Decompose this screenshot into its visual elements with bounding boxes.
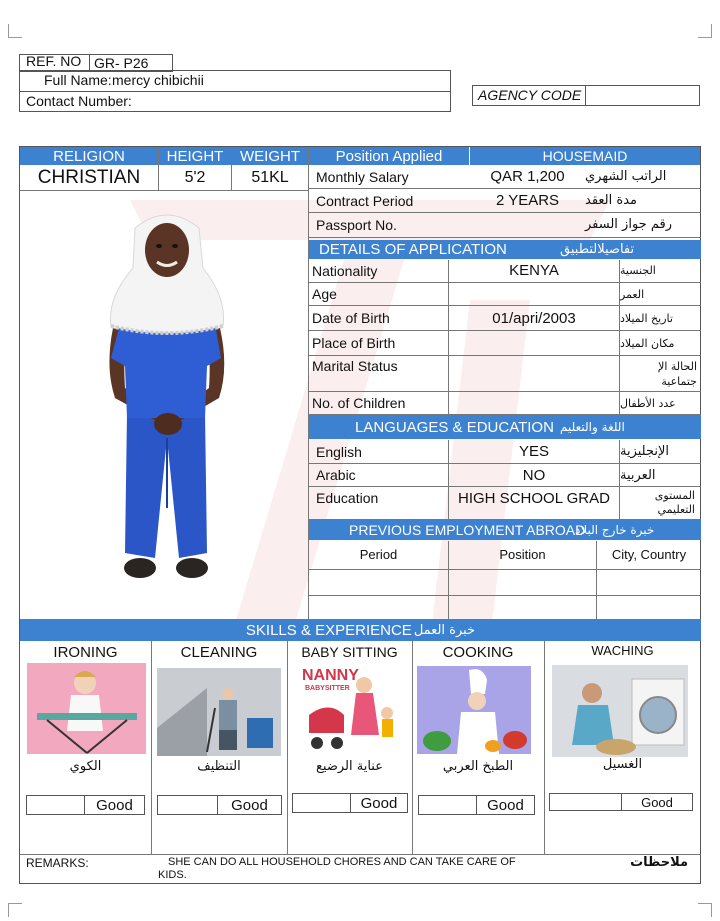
position-applied-header: Position Applied bbox=[309, 147, 469, 165]
languages-title: LANGUAGES & EDUCATION bbox=[355, 418, 554, 436]
employment-title-arabic: خبرة خارج البلاد bbox=[575, 523, 655, 537]
skill-cooking-rating-value: Good bbox=[487, 796, 524, 814]
nationality-value: KENYA bbox=[509, 262, 559, 279]
salary-value: QAR 1,200 bbox=[490, 168, 565, 185]
skill-babysitting-arabic: عناية الرضيع bbox=[316, 759, 383, 774]
dob-value: 01/apri/2003 bbox=[492, 309, 576, 327]
skills-header bbox=[20, 620, 701, 641]
skills-title: SKILLS & EXPERIENCE bbox=[245, 622, 412, 639]
weight-value: 51KL bbox=[251, 169, 289, 186]
employment-title: PREVIOUS EMPLOYMENT ABROAD bbox=[349, 522, 586, 538]
nationality-label: Nationality bbox=[312, 262, 378, 279]
ref-value: GR- P26 bbox=[94, 55, 149, 71]
position-applied-value: HOUSEMAID bbox=[470, 147, 700, 165]
skill-babysitting-rating bbox=[292, 793, 408, 813]
skill-washing bbox=[544, 641, 701, 854]
skill-babysitting-title: BABY SITTING bbox=[301, 644, 398, 660]
cooking-image bbox=[417, 666, 531, 754]
place-of-birth-label: Place of Birth bbox=[312, 335, 396, 351]
education-arabic: المستوى التعليمي bbox=[654, 489, 695, 516]
dob-arabic: تاريخ الميلاد bbox=[620, 311, 673, 325]
education-value: HIGH SCHOOL GRAD bbox=[458, 489, 610, 507]
place-of-birth-arabic: مكان الميلاد bbox=[620, 336, 675, 350]
full-name-value: mercy chibichii bbox=[112, 72, 204, 88]
contract-period-arabic: مدة العقد bbox=[585, 193, 637, 208]
skill-ironing bbox=[20, 641, 151, 854]
skill-ironing-title: IRONING bbox=[53, 644, 118, 661]
languages-title-arabic: اللغة والتعليم bbox=[560, 420, 625, 434]
skill-babysitting bbox=[287, 641, 412, 854]
washing-image bbox=[552, 665, 688, 757]
contract-period-label: Contract Period bbox=[316, 192, 414, 209]
employment-col-position: Position bbox=[499, 546, 546, 562]
arabic-arabic: العربية bbox=[620, 467, 656, 483]
nationality-arabic: الجنسية bbox=[620, 264, 656, 277]
passport-value bbox=[470, 213, 585, 236]
remarks-arabic: ملاحظات bbox=[630, 855, 688, 870]
ref-label: REF. NO bbox=[26, 53, 82, 69]
skill-cleaning bbox=[151, 641, 287, 854]
marital-status-arabic: الحالة الإ جتماعية bbox=[658, 359, 697, 388]
employment-col-period: Period bbox=[359, 546, 398, 562]
religion-header: RELIGION bbox=[20, 147, 158, 165]
skill-cleaning-rating bbox=[157, 795, 282, 815]
skill-ironing-rating-value: Good bbox=[96, 796, 133, 814]
passport-label: Passport No. bbox=[316, 216, 397, 233]
arabic-value: NO bbox=[522, 466, 546, 484]
contract-period-value: 2 YEARS bbox=[495, 192, 560, 209]
remarks-label: REMARKS: bbox=[26, 856, 89, 870]
skill-washing-title: WACHING bbox=[591, 643, 654, 658]
contact-label: Contact Number: bbox=[26, 93, 132, 109]
nanny-banner-text: NANNY bbox=[302, 667, 359, 684]
english-value: YES bbox=[518, 443, 549, 460]
cleaning-image bbox=[157, 668, 281, 756]
height-header: HEIGHT bbox=[159, 147, 231, 165]
agency-code-label: AGENCY CODE bbox=[478, 87, 582, 103]
marital-status-value bbox=[449, 356, 619, 391]
details-title: DETAILS OF APPLICATION bbox=[319, 241, 507, 258]
skills-title-arabic: خبرة العمل bbox=[413, 623, 476, 638]
remarks-text: SHE CAN DO ALL HOUSEHOLD CHORES AND CAN TAKE CARE OF KIDS. bbox=[158, 856, 516, 881]
crop-mark bbox=[698, 903, 712, 917]
passport-arabic: رقم جواز السفر bbox=[585, 217, 672, 232]
ironing-image bbox=[27, 663, 146, 754]
skill-cooking bbox=[412, 641, 544, 854]
dob-label: Date of Birth bbox=[312, 310, 390, 326]
children-arabic: عدد الأطفال bbox=[620, 396, 676, 410]
children-label: No. of Children bbox=[312, 395, 406, 411]
nanny-banner-subtext: BABYSITTER bbox=[305, 685, 350, 692]
salary-arabic: الراتب الشهري bbox=[585, 169, 667, 184]
skill-cleaning-title: CLEANING bbox=[180, 644, 258, 661]
children-value bbox=[449, 392, 619, 414]
full-name-label: Full Name: bbox=[44, 72, 112, 88]
height-value: 5'2 bbox=[184, 169, 206, 186]
applicant-photo bbox=[95, 208, 245, 593]
details-title-arabic: تفاصيلالتطبيق bbox=[560, 242, 635, 257]
english-arabic: الإنجليزية bbox=[620, 444, 670, 459]
skill-washing-rating-value: Good bbox=[641, 794, 673, 810]
education-label: Education bbox=[316, 490, 379, 506]
skill-cooking-rating bbox=[418, 795, 535, 815]
place-of-birth-value bbox=[449, 331, 619, 355]
skill-ironing-rating bbox=[26, 795, 145, 815]
arabic-label: Arabic bbox=[316, 467, 356, 483]
skill-cooking-arabic: الطبخ العربي bbox=[442, 759, 514, 774]
skill-washing-rating bbox=[549, 793, 693, 811]
age-arabic: العمر bbox=[620, 287, 645, 301]
crop-mark bbox=[8, 903, 22, 917]
weight-header: WEIGHT bbox=[232, 147, 308, 165]
crop-mark bbox=[8, 24, 22, 38]
skill-ironing-arabic: الكوي bbox=[69, 759, 102, 774]
employment-col-city: City, Country bbox=[611, 546, 687, 562]
skill-cleaning-arabic: التنظيف bbox=[197, 759, 241, 774]
skill-babysitting-rating-value: Good bbox=[360, 794, 398, 812]
crop-mark bbox=[698, 24, 712, 38]
skill-washing-arabic: الغسيل bbox=[602, 757, 643, 772]
english-label: English bbox=[316, 443, 362, 460]
salary-label: Monthly Salary bbox=[316, 168, 409, 185]
religion-value: CHRISTIAN bbox=[37, 167, 141, 188]
age-label: Age bbox=[312, 286, 337, 302]
marital-status-label: Marital Status bbox=[312, 358, 398, 374]
age-value bbox=[449, 283, 619, 305]
skill-cleaning-rating-value: Good bbox=[231, 796, 268, 814]
skill-cooking-title: COOKING bbox=[442, 644, 514, 661]
